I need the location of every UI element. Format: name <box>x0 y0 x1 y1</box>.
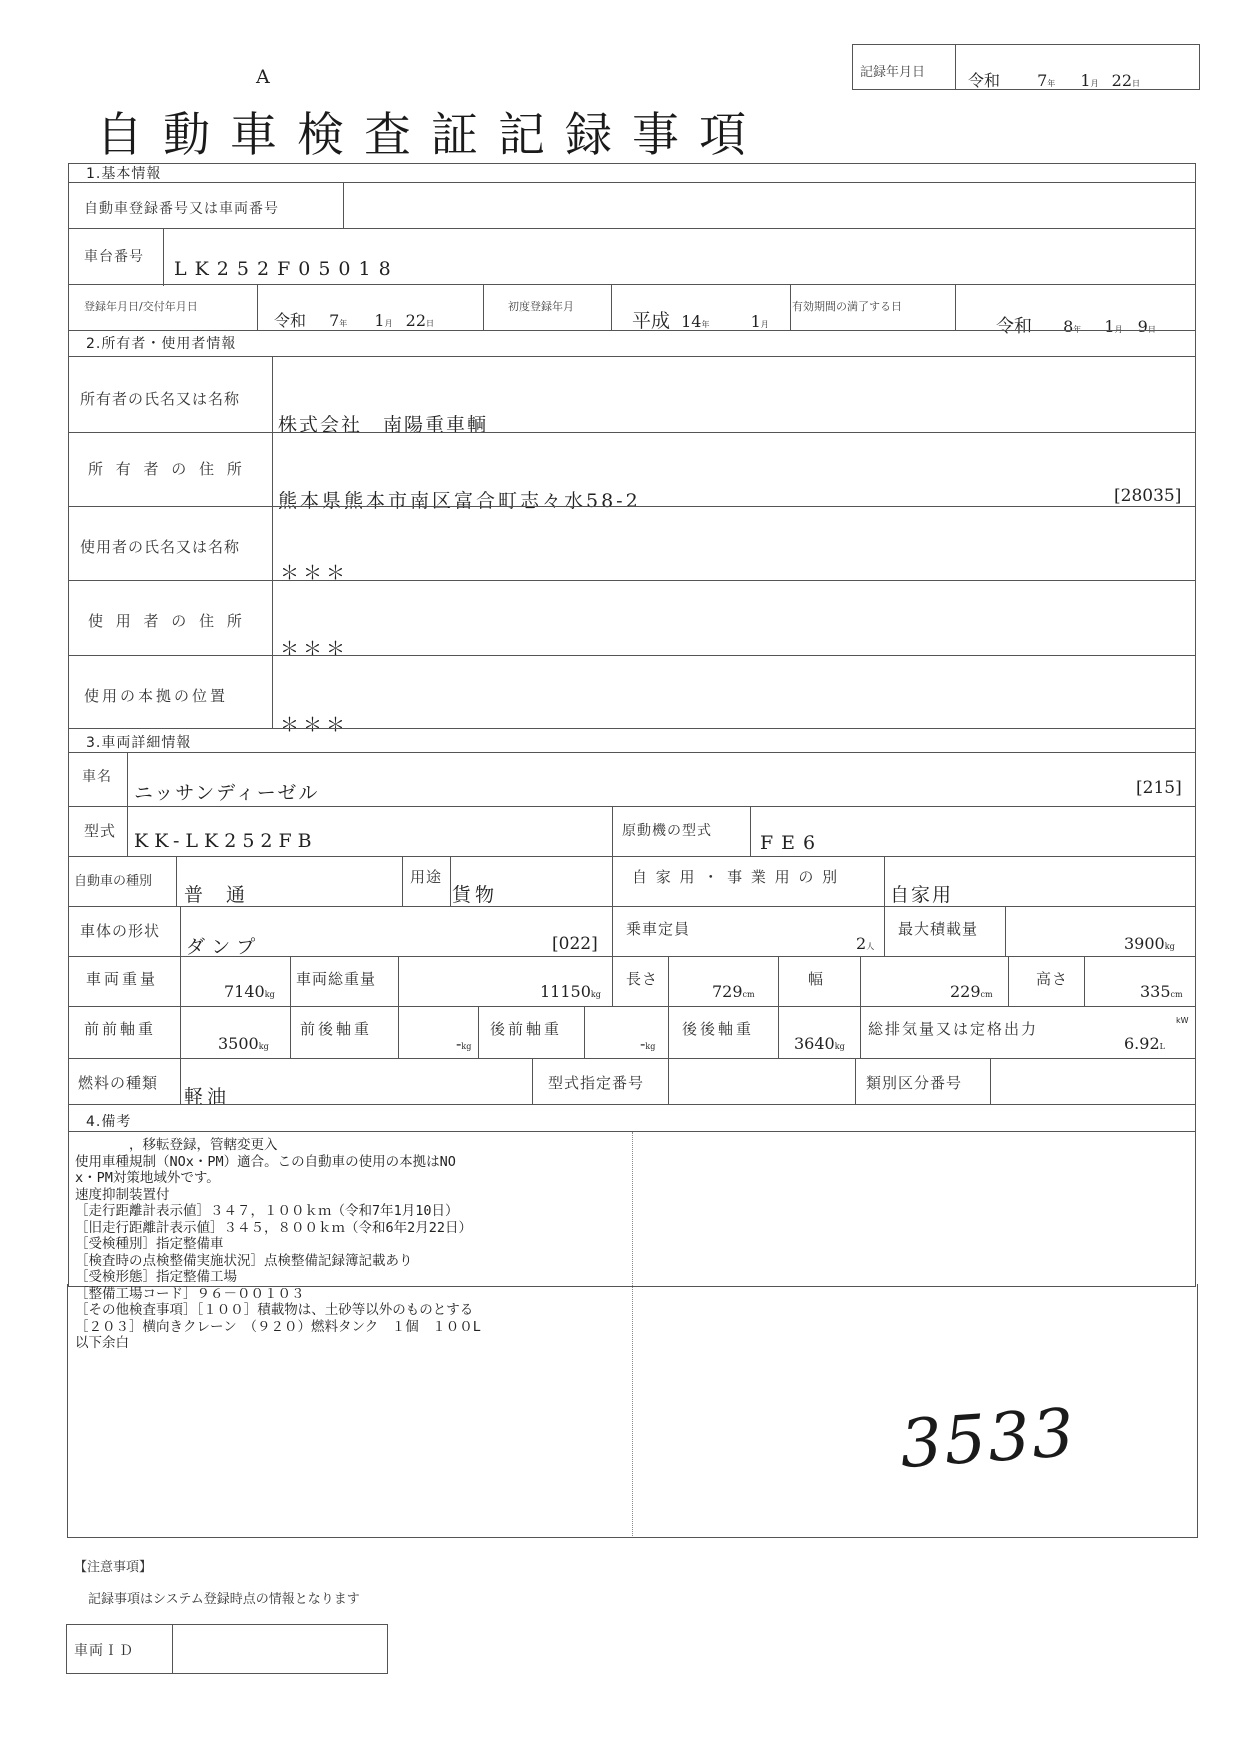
sheet-mark: A <box>256 66 270 88</box>
owner-address-code: [28035] <box>1114 486 1182 506</box>
fr-axle-label: 前後軸重 <box>300 1020 373 1038</box>
engine-value: FE6 <box>760 832 824 854</box>
gross-weight-value: 11150kg <box>540 982 601 1001</box>
remarks-line: x・PM対策地域外です。 <box>75 1170 220 1186</box>
remarks-line: ［検査時の点検整備実施状況］点検整備記録簿記載あり <box>75 1252 413 1269</box>
vehicle-id-label: 車両ＩＤ <box>74 1643 134 1659</box>
user-name-label: 使用者の氏名又は名称 <box>80 538 241 556</box>
reg-date-value: 令和 7年 1月 22日 <box>274 311 435 330</box>
remarks-line: ［その他検査事項］［１００］積載物は、土砂等以外のものとする <box>75 1302 474 1318</box>
page-title: 自動車検査証記録事項 <box>96 108 766 163</box>
remarks-divider <box>632 1132 633 1536</box>
notes-text: 記録事項はシステム登録時点の情報となります <box>88 1592 360 1607</box>
record-date-label: 記録年月日 <box>860 65 926 80</box>
ff-axle-label: 前前軸重 <box>84 1020 157 1038</box>
use-label: 用途 <box>410 868 443 886</box>
vehicle-kind-label: 自動車の種別 <box>74 874 153 889</box>
capacity-label: 乗車定員 <box>626 920 691 938</box>
fuel-type-value: 軽油 <box>184 1086 231 1108</box>
rf-axle-label: 後前軸重 <box>490 1020 563 1038</box>
base-location-value: ＊＊＊ <box>280 714 350 736</box>
model-label: 型式 <box>84 822 117 840</box>
ff-axle-value: 3500kg <box>218 1034 269 1053</box>
record-date-value: 令和 7年 1月 22日 <box>968 71 1141 90</box>
user-name-value: ＊＊＊ <box>280 562 350 584</box>
gross-weight-label: 車両総重量 <box>296 970 377 988</box>
user-address-value: ＊＊＊ <box>280 638 350 660</box>
remarks-line: ［旧走行距離計表示値］３４５，８００ｋｍ（令和6年2月22日） <box>75 1219 473 1236</box>
reg-date-label: 登録年月日/交付年月日 <box>84 300 198 313</box>
owner-address-value: 熊本県熊本市南区富合町志々水58-2 <box>278 490 641 512</box>
expiry-label: 有効期間の満了する日 <box>792 300 902 313</box>
reg-number-label: 自動車登録番号又は車両番号 <box>84 201 279 217</box>
width-label: 幅 <box>808 970 825 988</box>
rf-axle-value: -kg <box>640 1034 656 1053</box>
section-vehicle-info: 3.車両詳細情報 <box>86 735 192 751</box>
owner-name-value: 株式会社 南陽重車輌 <box>278 414 489 436</box>
section-basic-info: 1.基本情報 <box>86 166 162 182</box>
base-location-label: 使用の本拠の位置 <box>84 687 229 705</box>
remarks-line: ［受検種別］指定整備車 <box>75 1236 224 1252</box>
height-label: 高さ <box>1036 970 1069 988</box>
vehicle-weight-label: 車両重量 <box>86 970 159 988</box>
chassis-label: 車台番号 <box>84 249 144 265</box>
owner-address-label: 所 有 者 の 住 所 <box>88 460 246 478</box>
vehicle-weight-value: 7140kg <box>224 982 275 1001</box>
handwritten-number: 3533 <box>897 1393 1079 1484</box>
max-load-value: 3900kg <box>1124 934 1175 953</box>
first-reg-value: 平成 14年 1月 <box>632 310 769 332</box>
notes-heading: 【注意事項】 <box>74 1560 153 1575</box>
remarks-line: 使用車種規制（NOx・PM）適合。この自動車の使用の本拠はNO <box>75 1153 456 1170</box>
vehicle-kind-value: 普 通 <box>184 884 248 906</box>
maker-value: ニッサンディーゼル <box>134 782 320 804</box>
user-address-label: 使 用 者 の 住 所 <box>88 612 246 630</box>
capacity-value: 2人 <box>856 934 875 953</box>
owner-name-label: 所有者の氏名又は名称 <box>80 390 241 408</box>
max-load-label: 最大積載量 <box>898 920 979 938</box>
remarks-line: ［２０３］横向きクレーン （９２０）燃料タンク １個 １００L <box>75 1318 481 1335</box>
length-label: 長さ <box>626 970 659 988</box>
body-shape-value: ダンプ <box>186 936 262 958</box>
section-remarks: 4.備考 <box>86 1114 132 1130</box>
private-business-value: 自家用 <box>890 884 954 906</box>
displacement-label: 総排気量又は定格出力 <box>868 1020 1039 1038</box>
rr-axle-label: 後後軸重 <box>682 1020 755 1038</box>
remarks-line: ［整備工場コード］９６－００１０３ <box>75 1285 305 1302</box>
fr-axle-value: -kg <box>456 1034 472 1053</box>
section-owner-info: 2.所有者・使用者情報 <box>86 336 237 352</box>
remarks-line: ［走行距離計表示値］３４７，１００ｋｍ（令和7年1月10日） <box>75 1203 459 1219</box>
height-value: 335cm <box>1140 982 1183 1001</box>
rr-axle-value: 3640kg <box>794 1034 845 1053</box>
length-value: 729cm <box>712 982 755 1001</box>
model-value: KK-LK252FB <box>134 830 318 852</box>
displacement-value: 6.92L <box>1124 1034 1165 1053</box>
kw-unit: kW <box>1176 1016 1189 1025</box>
remarks-line: ［受検形態］指定整備工場 <box>75 1269 237 1285</box>
remarks-line: ，移転登録，管轄変更入 <box>75 1137 278 1153</box>
class-number-label: 類別区分番号 <box>866 1074 963 1092</box>
fuel-type-label: 燃料の種類 <box>78 1074 159 1092</box>
private-business-label: 自 家 用 ・ 事 業 用 の 別 <box>632 868 840 886</box>
first-reg-label: 初度登録年月 <box>508 300 574 313</box>
body-shape-code: [022] <box>552 934 598 954</box>
remarks-line: 以下余白 <box>75 1335 129 1351</box>
use-value: 貨物 <box>452 884 499 906</box>
width-value: 229cm <box>950 982 993 1001</box>
remarks-line: 速度抑制装置付 <box>75 1186 170 1203</box>
maker-label: 車名 <box>82 769 112 785</box>
engine-label: 原動機の型式 <box>622 823 712 839</box>
body-shape-label: 車体の形状 <box>80 922 161 940</box>
maker-code: [215] <box>1136 778 1182 798</box>
expiry-value: 令和 8年 1月 9日 <box>996 316 1156 337</box>
chassis-value: LK252F05018 <box>174 258 399 280</box>
type-designation-label: 型式指定番号 <box>548 1074 645 1092</box>
